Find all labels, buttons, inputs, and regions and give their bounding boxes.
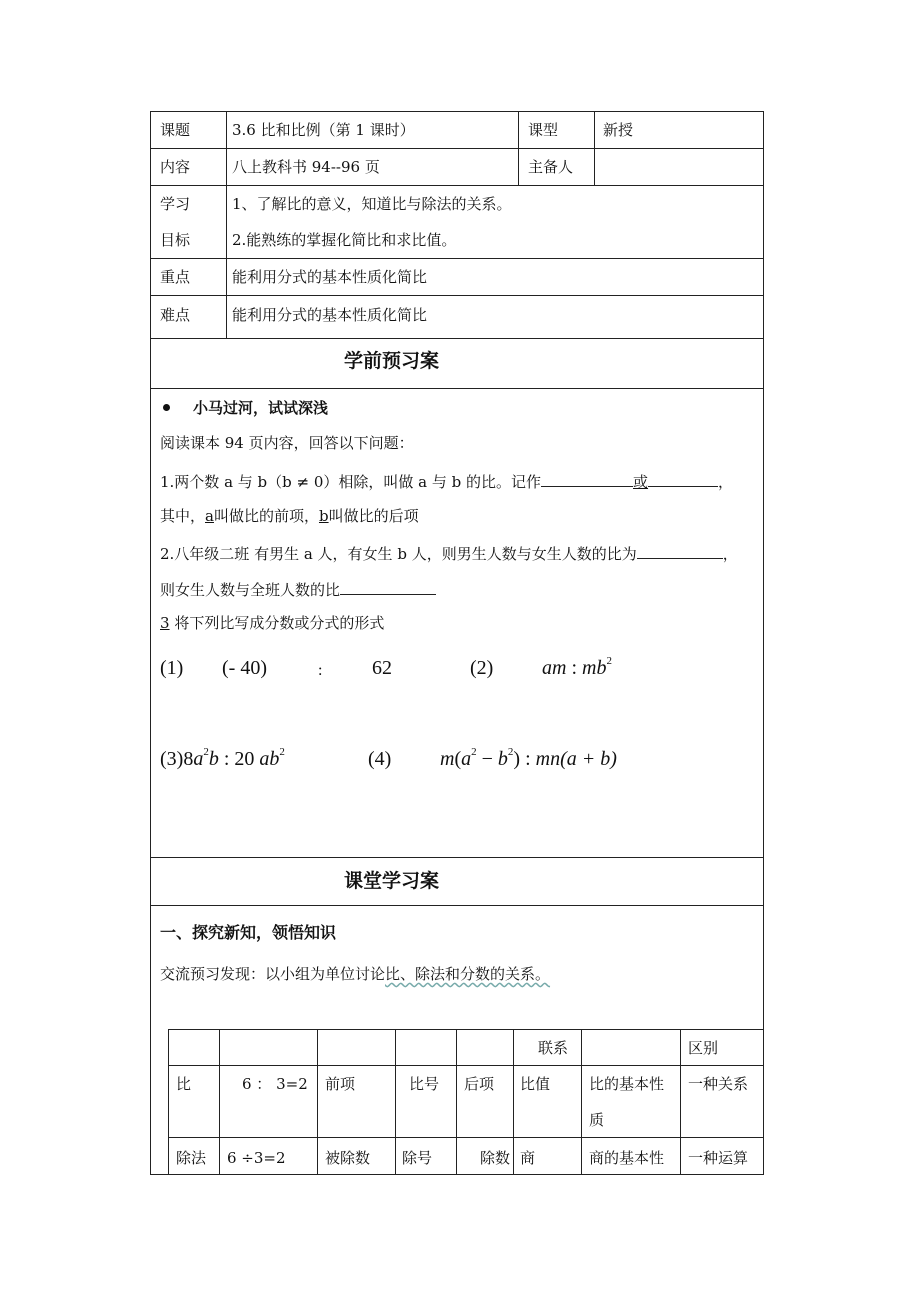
question-3 — [160, 613, 384, 633]
expr-1-left: (- 40) — [222, 657, 267, 679]
table-cell: 一种运算 — [688, 1149, 749, 1167]
column-divider — [594, 111, 595, 185]
table-cell: 被除数 — [325, 1149, 371, 1167]
expr-2-label: (2) — [470, 657, 494, 679]
answer-blank[interactable] — [648, 470, 718, 487]
table-cell: 6 ： 3=2 — [242, 1075, 308, 1093]
expr-2-colon: : — [566, 657, 583, 679]
question-2-text-2: 则女生人数与全班人数的比 — [160, 581, 341, 599]
expr-4-minus: − — [476, 748, 498, 770]
table-column-divider — [317, 1029, 318, 1175]
row-divider — [150, 185, 764, 186]
expr-2 — [542, 655, 612, 684]
expr-4-sum: (a + b) — [560, 748, 617, 770]
expr-4 — [440, 746, 617, 775]
discussion-prompt — [160, 964, 550, 984]
expr-4-colon: : — [520, 748, 536, 770]
question-2-comma: ， — [722, 545, 738, 563]
expr-3-coef: 8 — [183, 748, 194, 770]
table-header-relation: 联系 — [538, 1039, 569, 1057]
row-divider — [150, 857, 764, 858]
label-key-point: 重点 — [160, 268, 191, 286]
table-cell: 比 — [176, 1075, 192, 1093]
column-divider — [518, 111, 519, 185]
label-content: 内容 — [160, 158, 191, 176]
table-cell: 比的基本性 — [589, 1075, 665, 1093]
expr-3-label: (3) — [160, 748, 184, 770]
expr-2-exponent: 2 — [606, 655, 612, 667]
expr-4-a: a — [461, 748, 472, 770]
table-column-divider — [456, 1029, 457, 1175]
term-a: a — [205, 507, 214, 525]
answer-blank[interactable] — [541, 470, 633, 487]
expr-4-open: ( — [454, 748, 462, 770]
expr-3-b: b — [208, 748, 219, 770]
table-cell: 除法 — [176, 1149, 207, 1167]
row-divider — [150, 388, 764, 389]
expr-4-m: m — [440, 748, 455, 770]
expr-4-b: b — [497, 748, 508, 770]
table-cell-wrap: 质 — [589, 1111, 605, 1129]
row-divider — [150, 295, 764, 296]
question-1-line-2 — [160, 506, 419, 526]
table-cell: 商 — [520, 1149, 536, 1167]
label-goal-line2: 目标 — [160, 231, 191, 249]
row-divider — [150, 148, 764, 149]
goal-2: 2.能熟练的掌握化简比和求比值。 — [232, 231, 457, 249]
question-1-line-1 — [160, 470, 733, 492]
expr-1-right: 62 — [372, 657, 392, 679]
table-cell: 6 ÷3=2 — [227, 1149, 286, 1167]
expr-2-numerator: am — [542, 657, 567, 679]
table-column-divider — [219, 1029, 220, 1175]
preview-subtitle: 小马过河，试试深浅 — [193, 399, 329, 417]
table-column-divider — [680, 1029, 681, 1175]
preview-section-title: 学前预习案 — [344, 350, 440, 372]
question-1-comma: ， — [718, 473, 734, 491]
content-value: 八上教科书 94--96 页 — [232, 158, 380, 176]
discussion-topic: 比、除法和分数的关系。 — [385, 965, 551, 983]
row-divider — [150, 905, 764, 906]
table-cell: 一种关系 — [688, 1075, 749, 1093]
question-1-prefix: 其中， — [160, 507, 206, 525]
expr-3-exp-1: 2 — [203, 746, 209, 758]
expr-3-ab: ab — [259, 748, 280, 770]
question-3-number: 3 — [160, 614, 170, 632]
expr-4-close: ) — [513, 748, 521, 770]
question-1-back-term: 叫做比的后项 — [328, 507, 419, 525]
section-1-heading: 一、探究新知，领悟知识 — [160, 923, 337, 942]
answer-blank[interactable] — [637, 542, 723, 559]
question-1-text: 1.两个数 a 与 b（b ≠ 0）相除，叫做 a 与 b 的比。记作 — [160, 473, 542, 491]
classroom-section-title: 课堂学习案 — [344, 870, 440, 892]
table-column-divider — [513, 1029, 514, 1175]
table-column-divider — [395, 1029, 396, 1175]
expr-4-exp-1: 2 — [471, 746, 477, 758]
table-cell: 前项 — [325, 1075, 356, 1093]
table-row-divider — [168, 1065, 764, 1066]
label-difficult-point: 难点 — [160, 306, 191, 324]
question-3-text: 将下列比写成分数或分式的形式 — [169, 614, 385, 632]
answer-blank[interactable] — [340, 578, 436, 595]
expr-4-exp-2: 2 — [507, 746, 514, 758]
difficult-point-value: 能利用分式的基本性质化简比 — [232, 306, 428, 324]
expr-1-label: (1) — [160, 657, 184, 679]
label-preparer: 主备人 — [528, 158, 574, 176]
table-cell: 后项 — [464, 1075, 495, 1093]
table-row-divider — [168, 1137, 764, 1138]
table-header-difference: 区别 — [688, 1039, 719, 1057]
discussion-prefix: 交流预习发现：以小组为单位讨论 — [160, 965, 386, 983]
topic-value: 3.6 比和比例（第 1 课时） — [232, 121, 415, 139]
table-cell: 除数 — [480, 1149, 511, 1167]
expr-1-colon: : — [318, 662, 323, 679]
label-goal-line1: 学习 — [160, 195, 191, 213]
label-topic: 课题 — [160, 121, 191, 139]
table-cell: 除号 — [402, 1149, 433, 1167]
expr-3-a: a — [193, 748, 204, 770]
expr-3-exp-2: 2 — [279, 746, 285, 758]
question-2-line-1 — [160, 542, 738, 564]
bullet-icon — [163, 404, 170, 411]
table-cell: 比号 — [409, 1075, 440, 1093]
expr-3-mid: : 20 — [218, 748, 260, 770]
row-divider — [150, 258, 764, 259]
label-type: 课型 — [528, 121, 559, 139]
preview-intro: 阅读课本 94 页内容，回答以下问题： — [160, 434, 414, 452]
question-1-or: 或 — [633, 473, 649, 491]
type-value: 新授 — [603, 121, 634, 139]
table-column-divider — [581, 1029, 582, 1175]
question-2-line-2 — [160, 578, 436, 600]
expr-2-denominator: mb — [582, 657, 607, 679]
expr-4-mn: mn — [535, 748, 561, 770]
column-divider — [226, 111, 227, 338]
term-b: b — [318, 507, 329, 525]
goal-1: 1、了解比的意义，知道比与除法的关系。 — [232, 195, 512, 213]
expr-3 — [160, 746, 285, 775]
key-point-value: 能利用分式的基本性质化简比 — [232, 268, 428, 286]
expr-4-label: (4) — [368, 748, 392, 770]
row-divider — [150, 338, 764, 339]
question-2-text: 2.八年级二班 有男生 a 人，有女生 b 人，则男生人数与女生人数的比为 — [160, 545, 637, 563]
question-1-front-term: 叫做比的前项， — [213, 507, 319, 525]
table-cell: 商的基本性 — [589, 1149, 665, 1167]
table-cell: 比值 — [520, 1075, 551, 1093]
